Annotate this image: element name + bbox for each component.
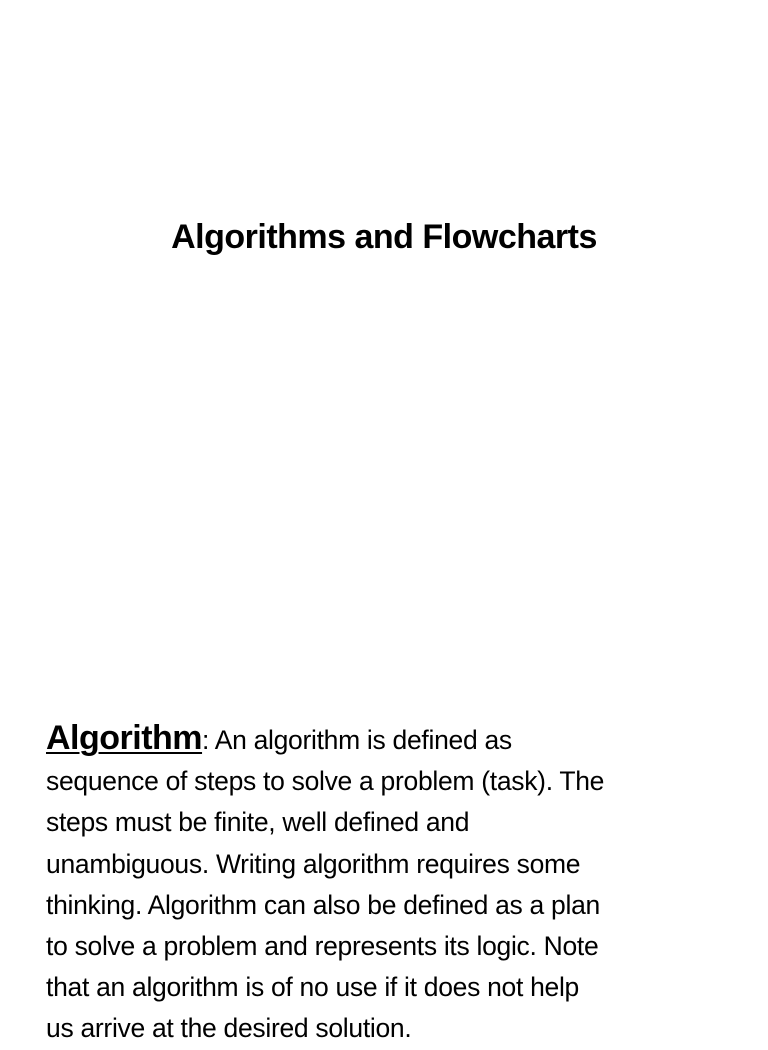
definition-line: thinking. Algorithm can also be defined as a plan	[46, 889, 600, 920]
definition-line: us arrive at the desired solution.	[46, 1013, 412, 1044]
slide-title: Algorithms and Flowcharts	[171, 218, 597, 256]
definition-line: steps must be finite, well defined and	[46, 807, 470, 838]
definition-line: unambiguous. Writing algorithm requires some	[46, 848, 581, 879]
title-slide	[0, 0, 768, 500]
algorithm-definition	[46, 718, 746, 1050]
definition-line: to solve a problem and represents its logic. Note	[46, 931, 599, 962]
definition-line	[46, 718, 746, 761]
definition-line: sequence of steps to solve a problem (task). The	[46, 766, 605, 797]
definition-term: Algorithm	[46, 719, 203, 757]
definition-line: that an algorithm is of no use if it does not help	[46, 972, 579, 1003]
definition-text: : An algorithm is defined as	[202, 725, 512, 755]
